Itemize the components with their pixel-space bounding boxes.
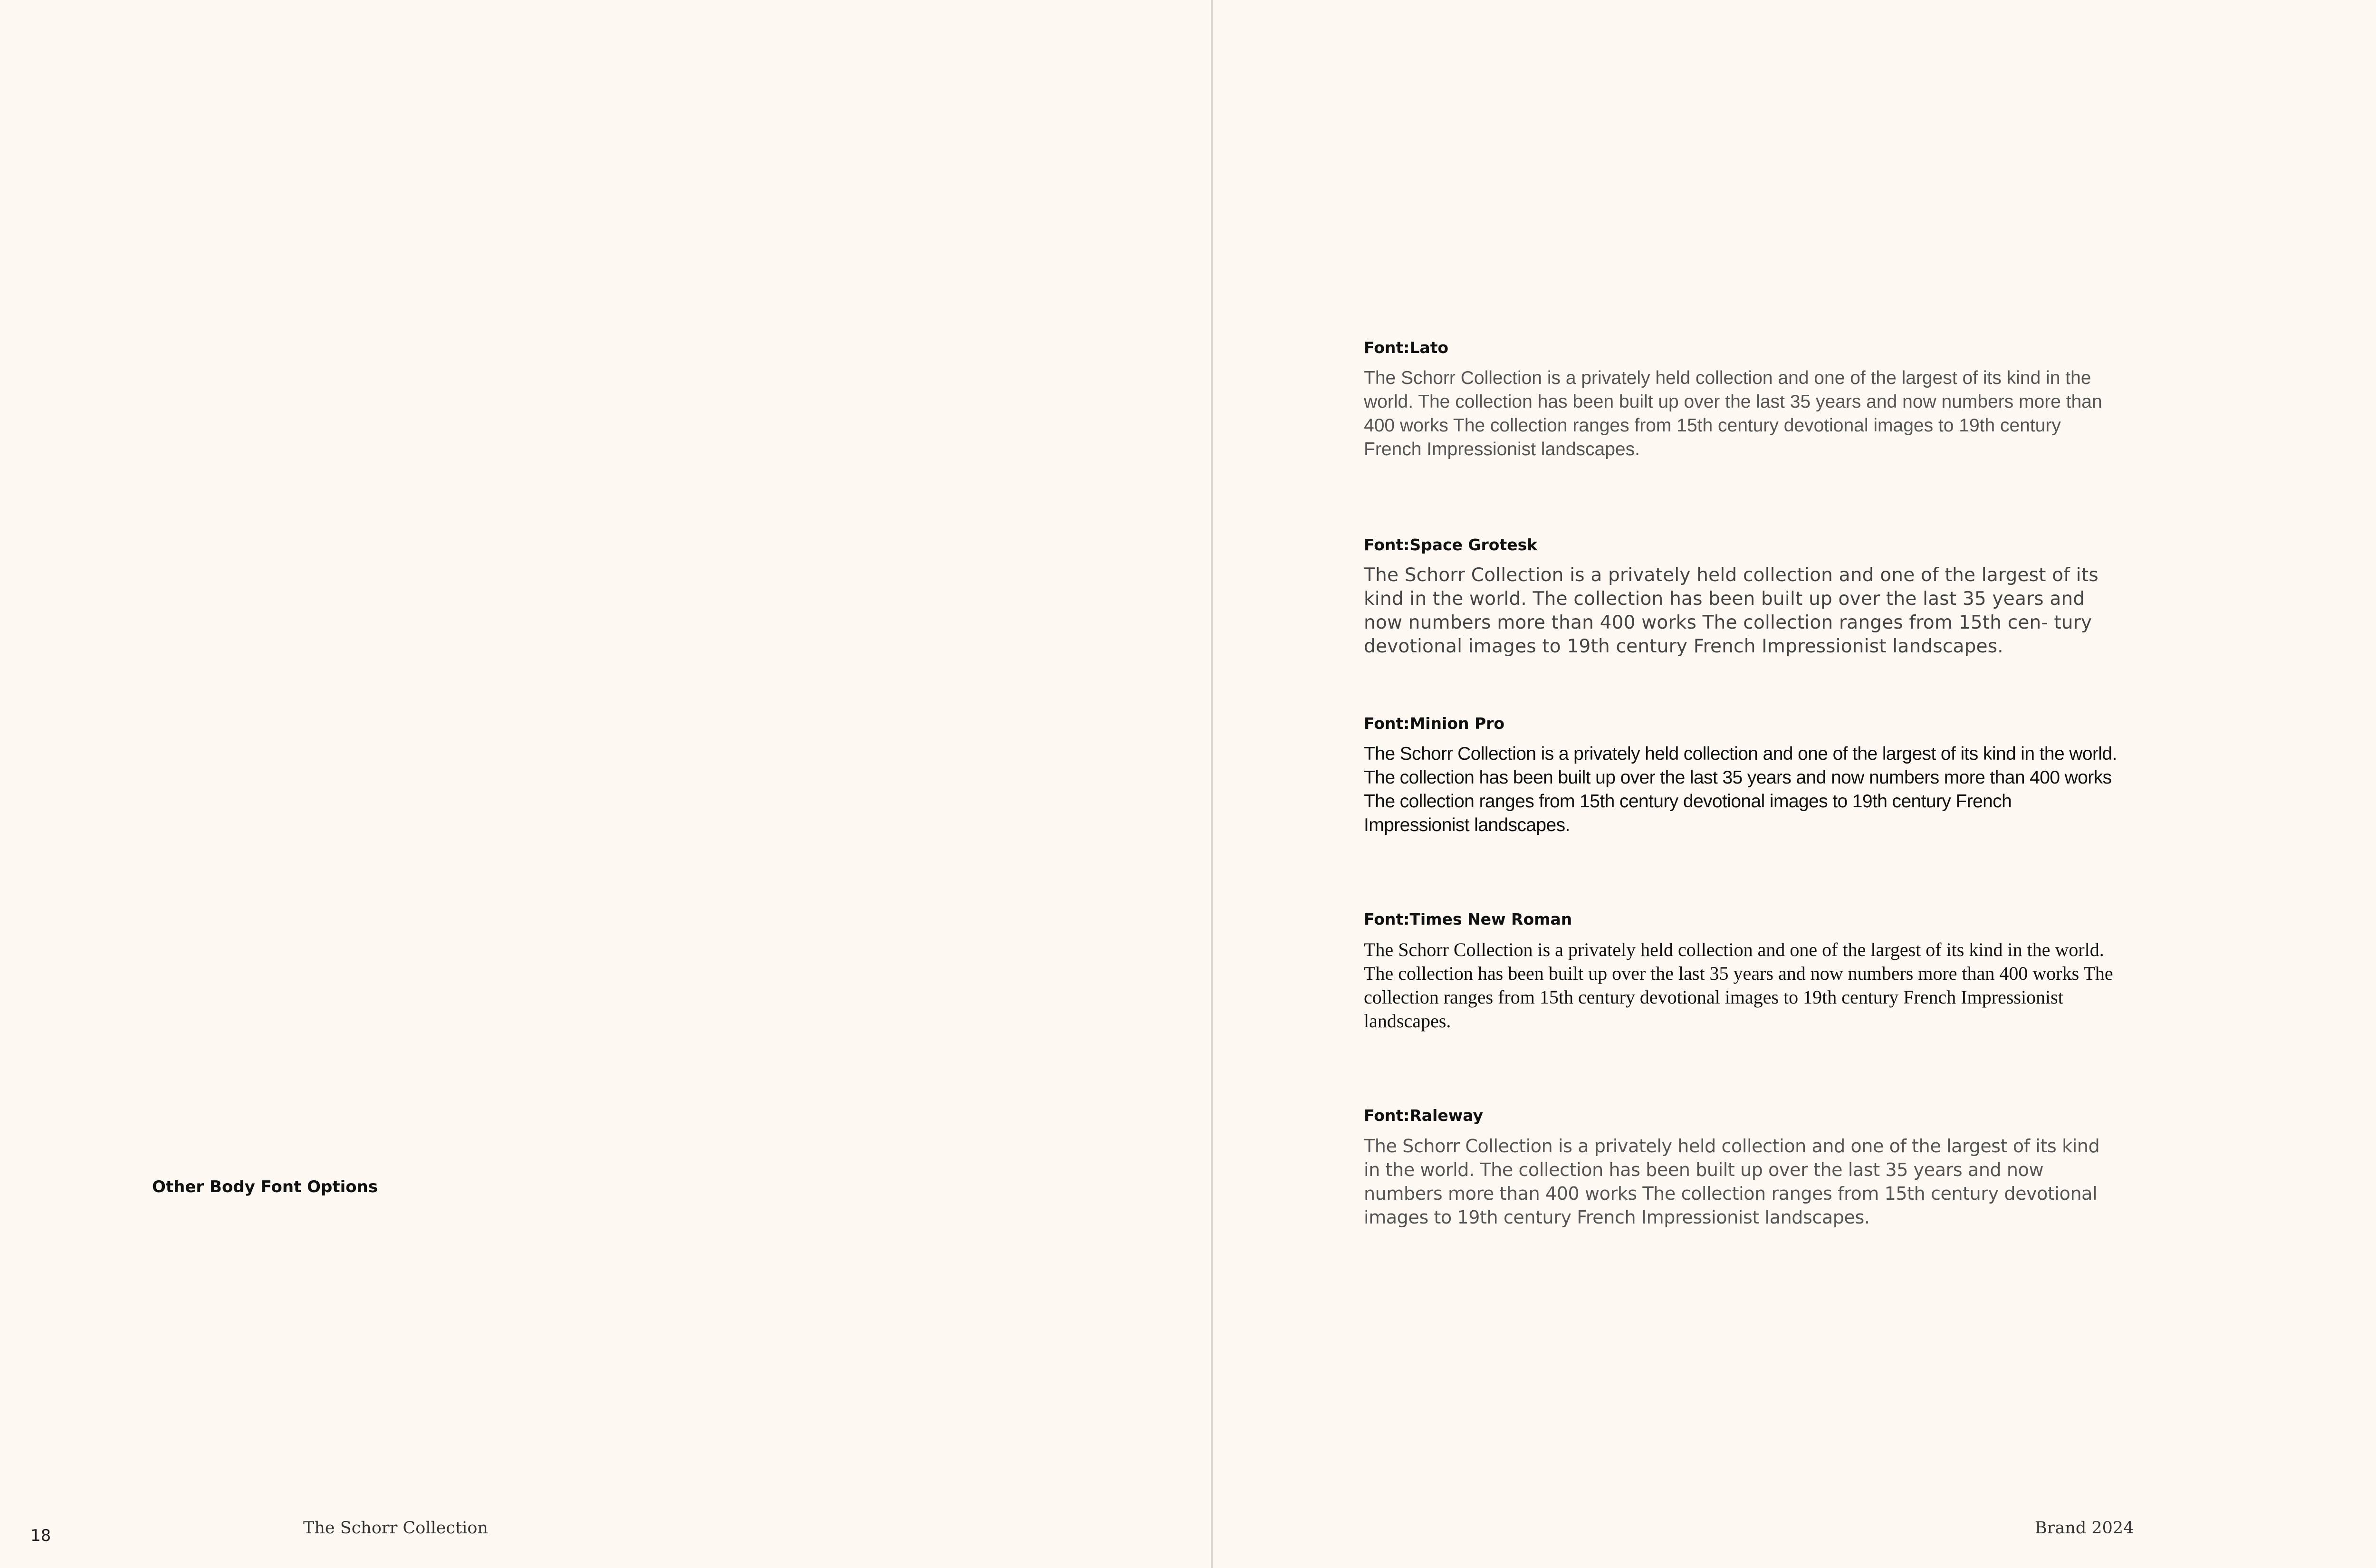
font-sample-label: Font:Minion Pro bbox=[1364, 714, 1505, 733]
font-sample-text: The Schorr Collection is a privately held collection and one of the largest of its kind in the world. The collection has been built up over the last 35 years and now numbers more than 400 works The collection ranges from 15th century devotional images to 19th century French Impressionist landscapes. bbox=[1364, 744, 2117, 835]
font-sample-label: Font:Lato bbox=[1364, 338, 1449, 357]
font-sample-label: Font:Space Grotesk bbox=[1364, 535, 1538, 554]
font-sample-lato bbox=[1364, 338, 2119, 461]
section-title: Other Body Font Options bbox=[152, 1177, 378, 1196]
font-sample-text: The Schorr Collection is a privately held collection and one of the largest of its kind in the world. The collection has been built up over the last 35 years and now numbers more than 400 works The collection ranges from 15th century devotional images to 19th century French Impressionist landscapes. bbox=[1364, 368, 2102, 459]
page-spine-divider bbox=[1211, 0, 1213, 1568]
font-sample-text: The Schorr Collection is a privately held collection and one of the largest of its kind in the world. The collection has been built up over the last 35 years and now numbers more than 400 works The collection ranges from 15th century devotional images to 19th century French Impressionist landscapes. bbox=[1364, 939, 2113, 1032]
font-sample-text: The Schorr Collection is a privately held collection and one of the largest of its kind in the world. The collection has been built up over the last 35 years and now numbers more than 400 works The collection ranges from 15th century devotional images to 19th century French Impressionist landscapes. bbox=[1364, 1136, 2100, 1228]
font-sample-space-grotesk bbox=[1364, 535, 2119, 659]
font-sample-minion-pro bbox=[1364, 714, 2119, 837]
font-sample-times-new-roman bbox=[1364, 910, 2119, 1033]
font-sample-raleway bbox=[1364, 1106, 2119, 1229]
footer-collection-name: The Schorr Collection bbox=[303, 1519, 488, 1538]
font-sample-label: Font:Raleway bbox=[1364, 1106, 1483, 1125]
page-number-left: 18 bbox=[30, 1526, 51, 1545]
font-sample-label: Font:Times New Roman bbox=[1364, 910, 1572, 928]
footer-brand-year: Brand 2024 bbox=[2035, 1519, 2134, 1538]
font-sample-text: The Schorr Collection is a privately held collection and one of the largest of its kind in the world. The collection has been built up over the last 35 years and now numbers more than 400 works The collection ranges from 15th cen- tury devotional images to 19th century French Impressionist landscapes. bbox=[1364, 564, 2098, 657]
